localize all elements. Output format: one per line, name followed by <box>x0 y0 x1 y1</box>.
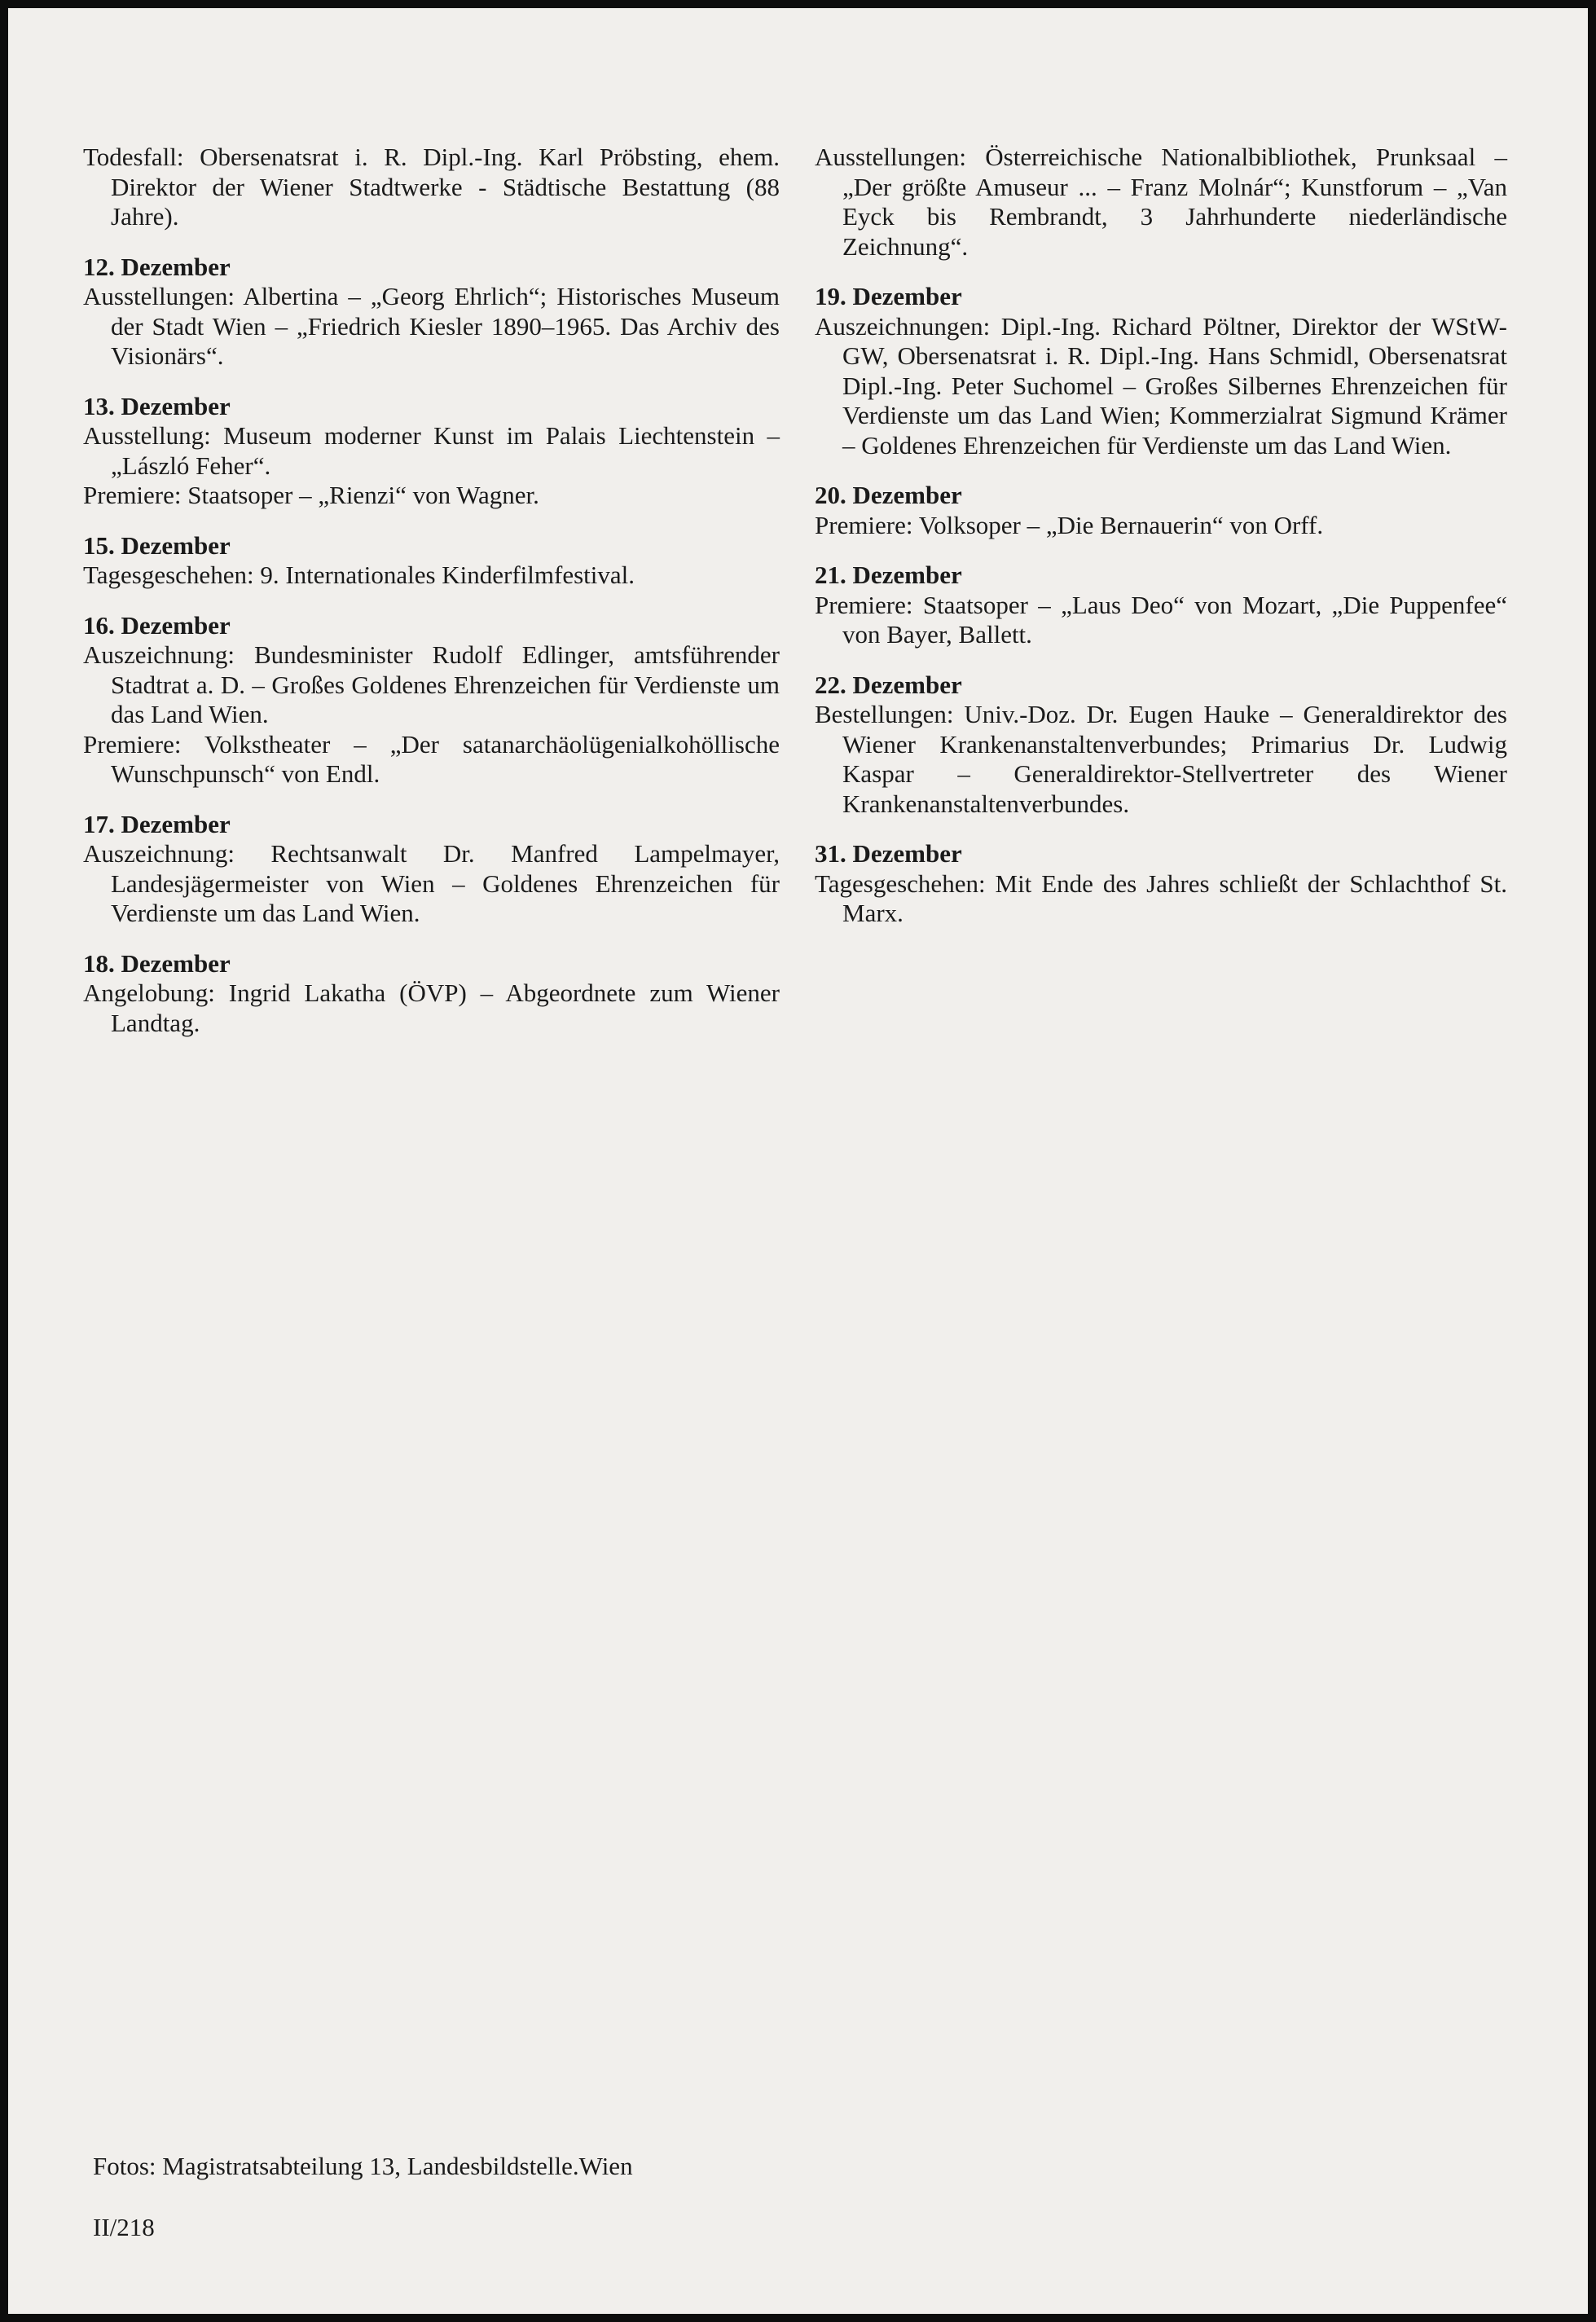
entry-date: 17. Dezember <box>83 809 231 838</box>
entry-date: 31. Dezember <box>815 839 962 868</box>
entry-text: Angelobung: Ingrid Lakatha (ÖVP) – Abgeordnete zum Wiener Landtag. <box>83 978 780 1037</box>
entry-text: Auszeichnungen: Dipl.-Ing. Richard Pöltner, Direktor der WStW-GW, Obersenatsrat i. R. Dipl.-Ing. Hans Schmidl, Obersenatsrat Dipl.-Ing. Peter Suchomel – Großes Silbernes Ehrenzeichen für Verdienste um das Land Wien; Kommerzialrat Sigmund Krämer – Goldenes Ehrenzeichen für Verdienste um das Land Wien. <box>815 311 1507 460</box>
entry-date: 15. Dezember <box>83 530 231 560</box>
entry-text: Tagesgeschehen: 9. Internationales Kinderfilmfestival. <box>83 561 635 589</box>
entry-text: Ausstellungen: Österreichische Nationalbibliothek, Prunksaal – „Der größte Amuseur ... – Franz Molnár“; Kunstforum – „Van Eyck bis Rembrandt, 3 Jahrhunderte niederländische Zeichnung“. <box>815 143 1507 261</box>
entry-text: Auszeichnung: Rechtsanwalt Dr. Manfred Lampelmayer, Landesjägermeister von Wien – Goldenes Ehrenzeichen für Verdienste um das Land Wien. <box>83 839 780 927</box>
entry-text: Bestellungen: Univ.-Doz. Dr. Eugen Hauke – Generaldirektor des Wiener Krankenanstaltenverbundes; Primarius Dr. Ludwig Kaspar – Generaldirektor-Stellvertreter des Wiener Krankenanstaltenverbundes. <box>815 700 1507 818</box>
left-column <box>83 143 780 1038</box>
entry-text: Tagesgeschehen: Mit Ende des Jahres schließt der Schlachthof St. Marx. <box>815 869 1507 927</box>
entry-text: Premiere: Staatsoper – „Rienzi“ von Wagner. <box>83 481 539 509</box>
entry-text: Ausstellungen: Albertina – „Georg Ehrlich“; Historisches Museum der Stadt Wien – „Friedrich Kiesler 1890–1965. Das Archiv des Visionärs“. <box>83 282 780 370</box>
entry-date: 16. Dezember <box>83 610 231 640</box>
entry-date: 13. Dezember <box>83 391 231 420</box>
entry-text: Premiere: Staatsoper – „Laus Deo“ von Mozart, „Die Puppenfee“ von Bayer, Ballett. <box>815 590 1507 649</box>
entry-date: 12. Dezember <box>83 252 231 281</box>
document-page <box>8 8 1588 2314</box>
entry-text: Premiere: Volkstheater – „Der satanarchäolügenialkohöllische Wunschpunsch“ von Endl. <box>83 729 780 788</box>
entry-text: Todesfall: Obersenatsrat i. R. Dipl.-Ing. Karl Pröbsting, ehem. Direktor der Wiener Stadtwerke - Städtische Bestattung (88 Jahre). <box>83 143 780 231</box>
entry-text: Auszeichnung: Bundesminister Rudolf Edlinger, amtsführender Stadtrat a. D. – Großes Goldenes Ehrenzeichen für Verdienste um das Land Wien. <box>83 640 780 728</box>
page-number: II/218 <box>93 2213 155 2241</box>
entry-date: 20. Dezember <box>815 481 962 509</box>
entry-text: Ausstellung: Museum moderner Kunst im Palais Liechtenstein – „László Feher“. <box>83 421 780 480</box>
photo-credit: Fotos: Magistratsabteilung 13, Landesbildstelle.Wien <box>93 2152 633 2180</box>
entry-date: 22. Dezember <box>815 670 962 699</box>
entry-date: 19. Dezember <box>815 282 962 310</box>
right-column <box>815 143 1507 929</box>
entry-text: Premiere: Volksoper – „Die Bernauerin“ von Orff. <box>815 510 1324 539</box>
entry-date: 18. Dezember <box>83 948 231 978</box>
entry-date: 21. Dezember <box>815 561 962 589</box>
